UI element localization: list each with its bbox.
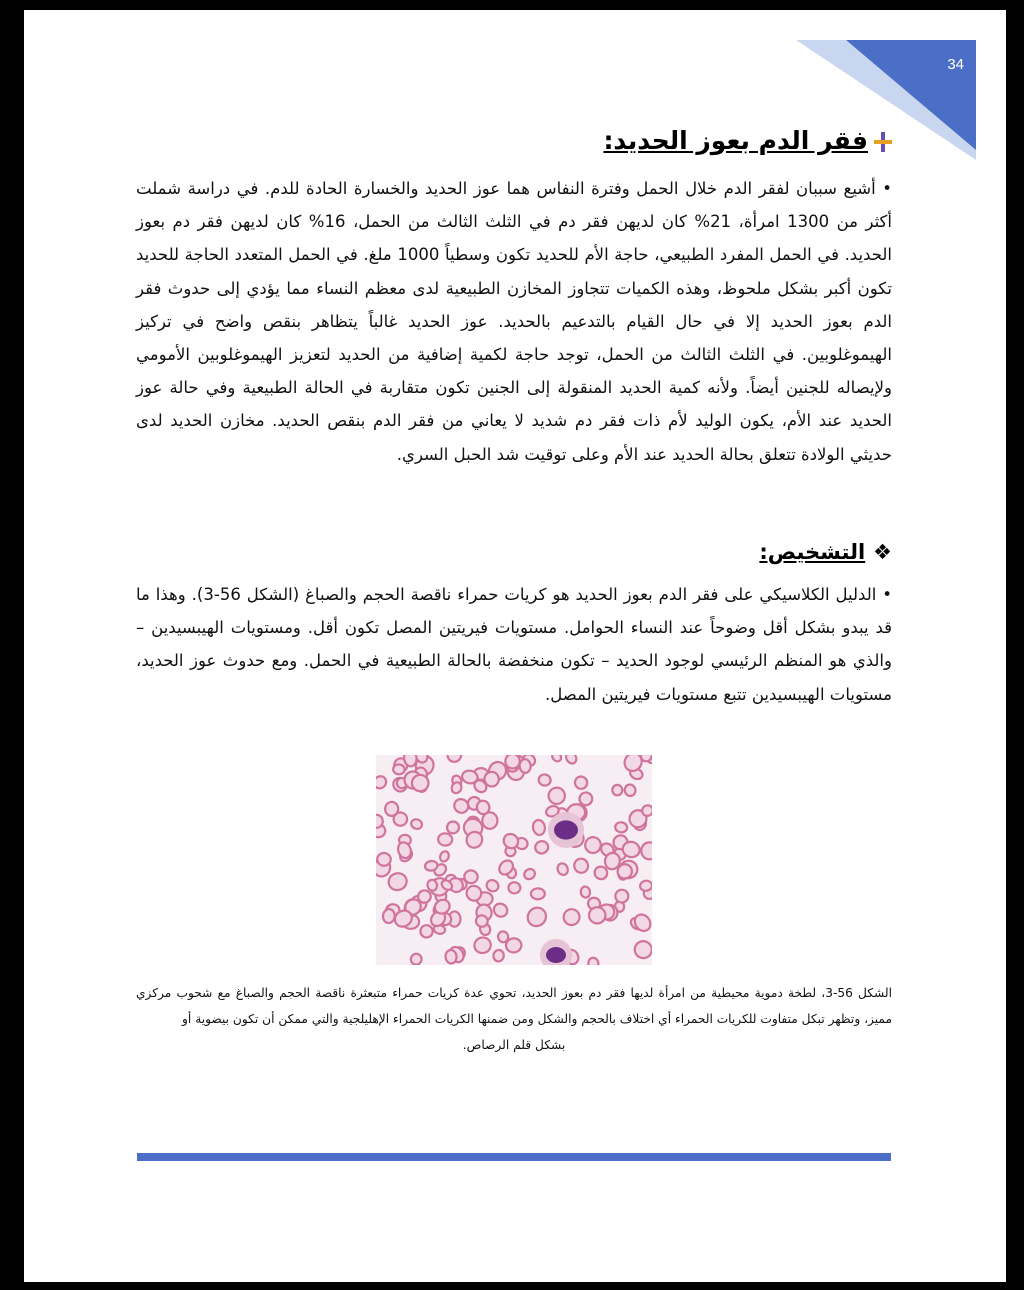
footer-divider <box>137 1153 891 1161</box>
blood-smear-image <box>376 755 652 965</box>
section-heading-diagnosis <box>759 540 892 564</box>
bullet-cross-icon <box>874 132 892 152</box>
heading-text: فقر الدم بعوز الحديد: <box>603 126 868 155</box>
section-heading-iron-deficiency <box>603 126 892 155</box>
caption-text-end: بشكل قلم الرصاص. <box>462 1038 566 1052</box>
caption-text: الشكل 56-3، لطخة دموية محيطية من امرأة لديها فقر دم بعوز الحديد، تحوي عدة كريات حمراء متبعثرة ناقصة الحجم والصباغ مع شحوب مركزي مميز، وتظهر تبكل متفاوت للكريات الحمراء أي اختلاف بالحجم والشكل ومن ضمنها الكريات الحمراء الإهليلجية والتي ممكن أن تكون بيضوية أو <box>136 986 892 1026</box>
diamond-bullet-icon: ❖ <box>873 540 892 564</box>
figure-caption <box>136 980 892 1058</box>
document-page <box>24 10 1006 1282</box>
page-number: 34 <box>947 56 964 73</box>
heading-text: التشخيص: <box>759 540 866 564</box>
paragraph-diagnosis: • الدليل الكلاسيكي على فقر الدم بعوز الحديد هو كريات حمراء ناقصة الحجم والصباغ (الشكل 56-3). وهذا ما قد يبدو بشكل أقل وضوحاً عند النساء الحوامل. مستويات فيريتين المصل تكون أقل. ومستويات الهيبسيدين – والذي هو المنظم الرئيسي لوجود الحديد – تكون منخفضة بالحالة الطبيعية في الحمل. ومع حدوث عوز الحديد، مستويات الهيبسيدين تتبع مستويات فيريتين المصل. <box>136 585 892 704</box>
paragraph-iron-deficiency: • أشيع سببان لفقر الدم خلال الحمل وفترة النفاس هما عوز الحديد والخسارة الحادة للدم. في دراسة شملت أكثر من 1300 امرأة، 21% كان لديهن فقر دم في الثلث الثالث من الحمل، 16% كان لديهن فقر دم بعوز الحديد. في الحمل المفرد الطبيعي، حاجة الأم للحديد تكون وسطياً 1000 ملغ. في الحمل المتعدد الحاجة للحديد تكون أكبر بشكل ملحوظ، وهذه الكميات تتجاوز المخازن الطبيعية لدى معظم النساء مما يؤدي إلى حدوث فقر الدم بعوز الحديد إلا في حال القيام بالتدعيم بالحديد. عوز الحديد غالباً يتظاهر بنقص واضح في تركيز الهيموغلوبين. في الثلث الثالث من الحمل، توجد حاجة لكمية إضافية من الحديد لتعزيز الهيموغلوبين الأمومي ولإيصاله للجنين أيضاً. ولأنه كمية الحديد المنقولة إلى الجنين تكون متقاربة في الحالة الطبيعية وفي حالة عوز الحديد عند الأم، يكون الوليد لأم ذات فقر دم شديد لا يعاني من فقر الدم بنقص الحديد. مخازن الحديد لدى حديثي الولادة تتعلق بحالة الحديد عند الأم وعلى توقيت شد الحبل السري. <box>136 179 892 464</box>
